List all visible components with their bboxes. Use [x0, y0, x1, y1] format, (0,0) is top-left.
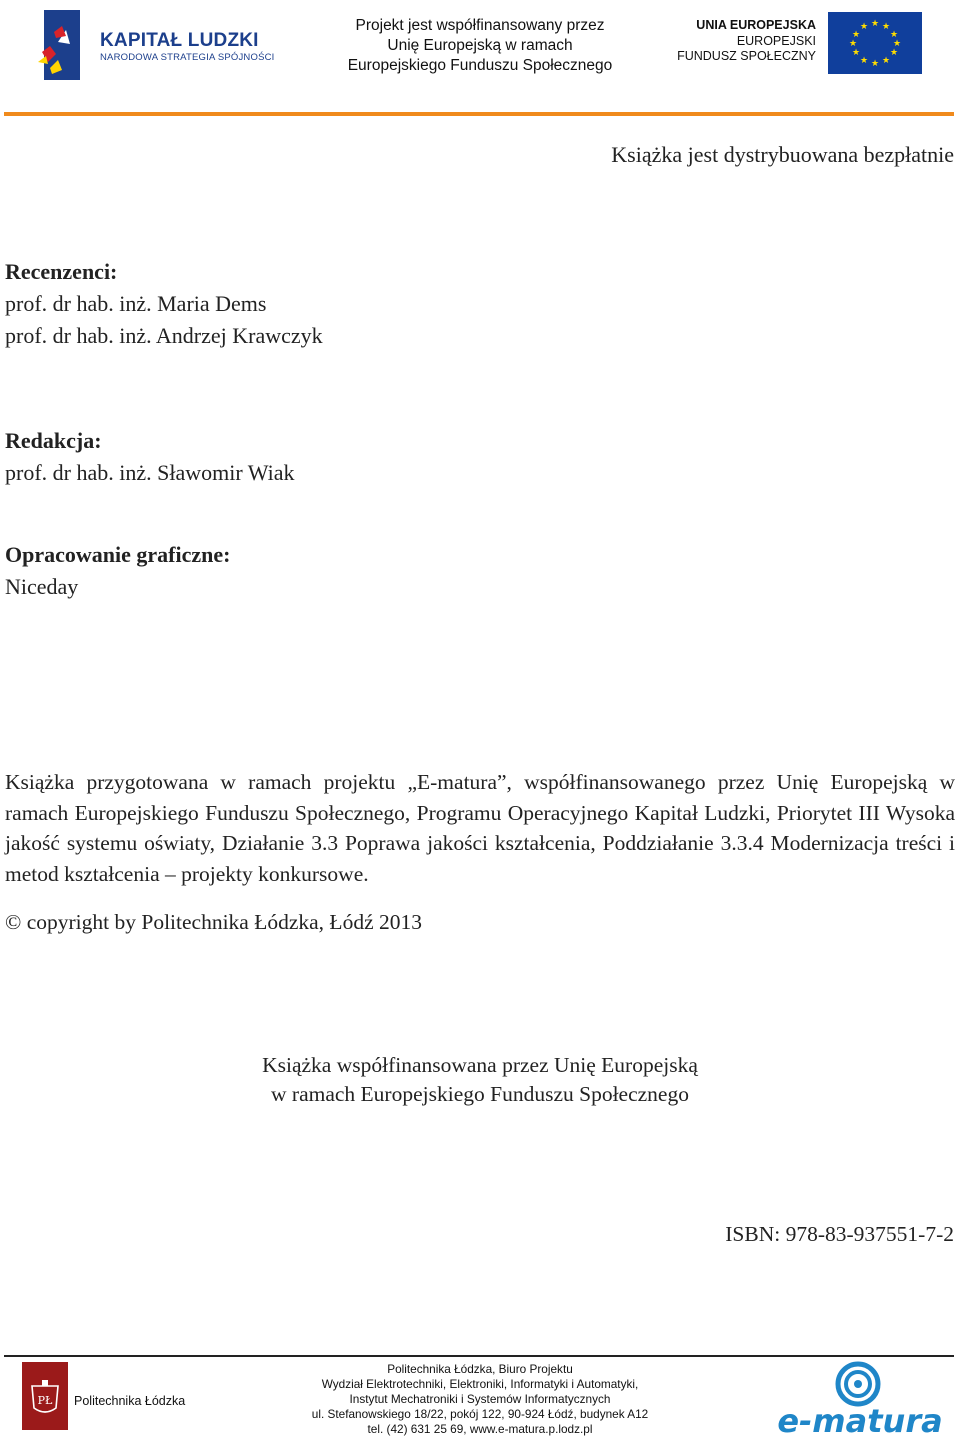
eu-label-line: FUNDUSZ SPOŁECZNY	[677, 49, 816, 63]
copyright-notice: © copyright by Politechnika Łódzka, Łódź 2013	[5, 910, 422, 934]
cofinancing-line: Europejskiego Funduszu Społecznego	[347, 57, 613, 74]
university-name: Politechnika Łódzka	[74, 1394, 186, 1408]
contact-line: Wydział Elektrotechniki, Elektroniki, Informatyki i Automatyki,	[321, 1377, 639, 1391]
isbn: ISBN: 978-83-937551-7-2	[725, 1222, 954, 1246]
eu-label-line: EUROPEJSKI	[736, 33, 816, 48]
contact-line: Instytut Mechatroniki i Systemów Informatycznych	[349, 1392, 611, 1406]
kapital-ludzki-logo	[36, 8, 82, 84]
svg-text:★: ★	[889, 30, 899, 40]
politechnika-emblem-icon	[22, 1362, 68, 1430]
project-description: Książka przygotowana w ramach projektu „E-matura”, współfinansowanego przez Unię Europejską w ramach Europejskiego Funduszu Społecznego, Programu Operacyjnego Kapitał Ludzki, Priorytet III Wysoka jakość systemu oświaty, Działanie 3.3 Poprawa jakości kształcenia, Poddziałanie 3.3.4 Modernizacja treści i metod kształcenia – projekty konkursowe.	[5, 770, 955, 886]
eu-label-line: UNIA EUROPEJSKA	[696, 18, 816, 32]
svg-text:★: ★	[859, 56, 869, 66]
svg-text:★: ★	[851, 30, 861, 40]
svg-text:★: ★	[859, 22, 869, 32]
reviewers-section	[5, 256, 323, 352]
cofinancing-line: Unię Europejską w ramach	[387, 37, 573, 54]
reviewer-name: prof. dr hab. inż. Andrzej Krawczyk	[5, 323, 323, 348]
kapital-ludzki-title: KAPITAŁ LUDZKI	[100, 30, 259, 51]
graphics-name: Niceday	[5, 574, 79, 599]
kapital-ludzki-subtitle: NARODOWA STRATEGIA SPÓJNOŚCI	[100, 52, 275, 63]
contact-line: ul. Stefanowskiego 18/22, pokój 122, 90-924 Łódź, budynek A12	[311, 1407, 649, 1421]
header	[0, 0, 960, 118]
contact-line: Politechnika Łódzka, Biuro Projektu	[387, 1362, 573, 1376]
emblem-letters: PŁ	[37, 1394, 53, 1407]
e-matura-logo	[770, 1360, 950, 1438]
funding-line: w ramach Europejskiego Funduszu Społecznego	[271, 1082, 689, 1106]
svg-text:★: ★	[848, 39, 858, 49]
svg-text:★: ★	[892, 39, 902, 49]
project-office-contact	[290, 1362, 670, 1437]
svg-text:★: ★	[870, 59, 880, 69]
svg-text:★: ★	[881, 56, 891, 66]
editor-heading: Redakcja:	[5, 428, 102, 453]
distribution-note: Książka jest dystrybuowana bezpłatnie	[611, 142, 954, 167]
editor-section	[5, 425, 295, 489]
contact-line: tel. (42) 631 25 69, www.e-matura.p.lodz.pl	[367, 1422, 593, 1436]
reviewer-name: prof. dr hab. inż. Maria Dems	[5, 291, 267, 316]
graphics-section	[5, 539, 230, 603]
eu-label	[660, 18, 816, 65]
svg-text:★: ★	[889, 48, 899, 58]
e-matura-wordmark: e-matura	[777, 1402, 943, 1438]
graphics-heading: Opracowanie graficzne:	[5, 542, 231, 567]
header-divider	[4, 112, 954, 116]
funding-statement	[0, 1051, 960, 1109]
cofinancing-statement	[330, 16, 630, 76]
reviewers-heading: Recenzenci:	[5, 259, 118, 284]
svg-text:★: ★	[870, 19, 880, 29]
cofinancing-line: Projekt jest współfinansowany przez	[355, 17, 605, 34]
svg-text:★: ★	[851, 48, 861, 58]
editor-name: prof. dr hab. inż. Sławomir Wiak	[5, 460, 295, 485]
funding-line: Książka współfinansowana przez Unię Europejską	[262, 1053, 698, 1077]
svg-text:★: ★	[881, 22, 891, 32]
footer-divider	[4, 1355, 954, 1357]
eu-flag-icon	[828, 12, 922, 74]
